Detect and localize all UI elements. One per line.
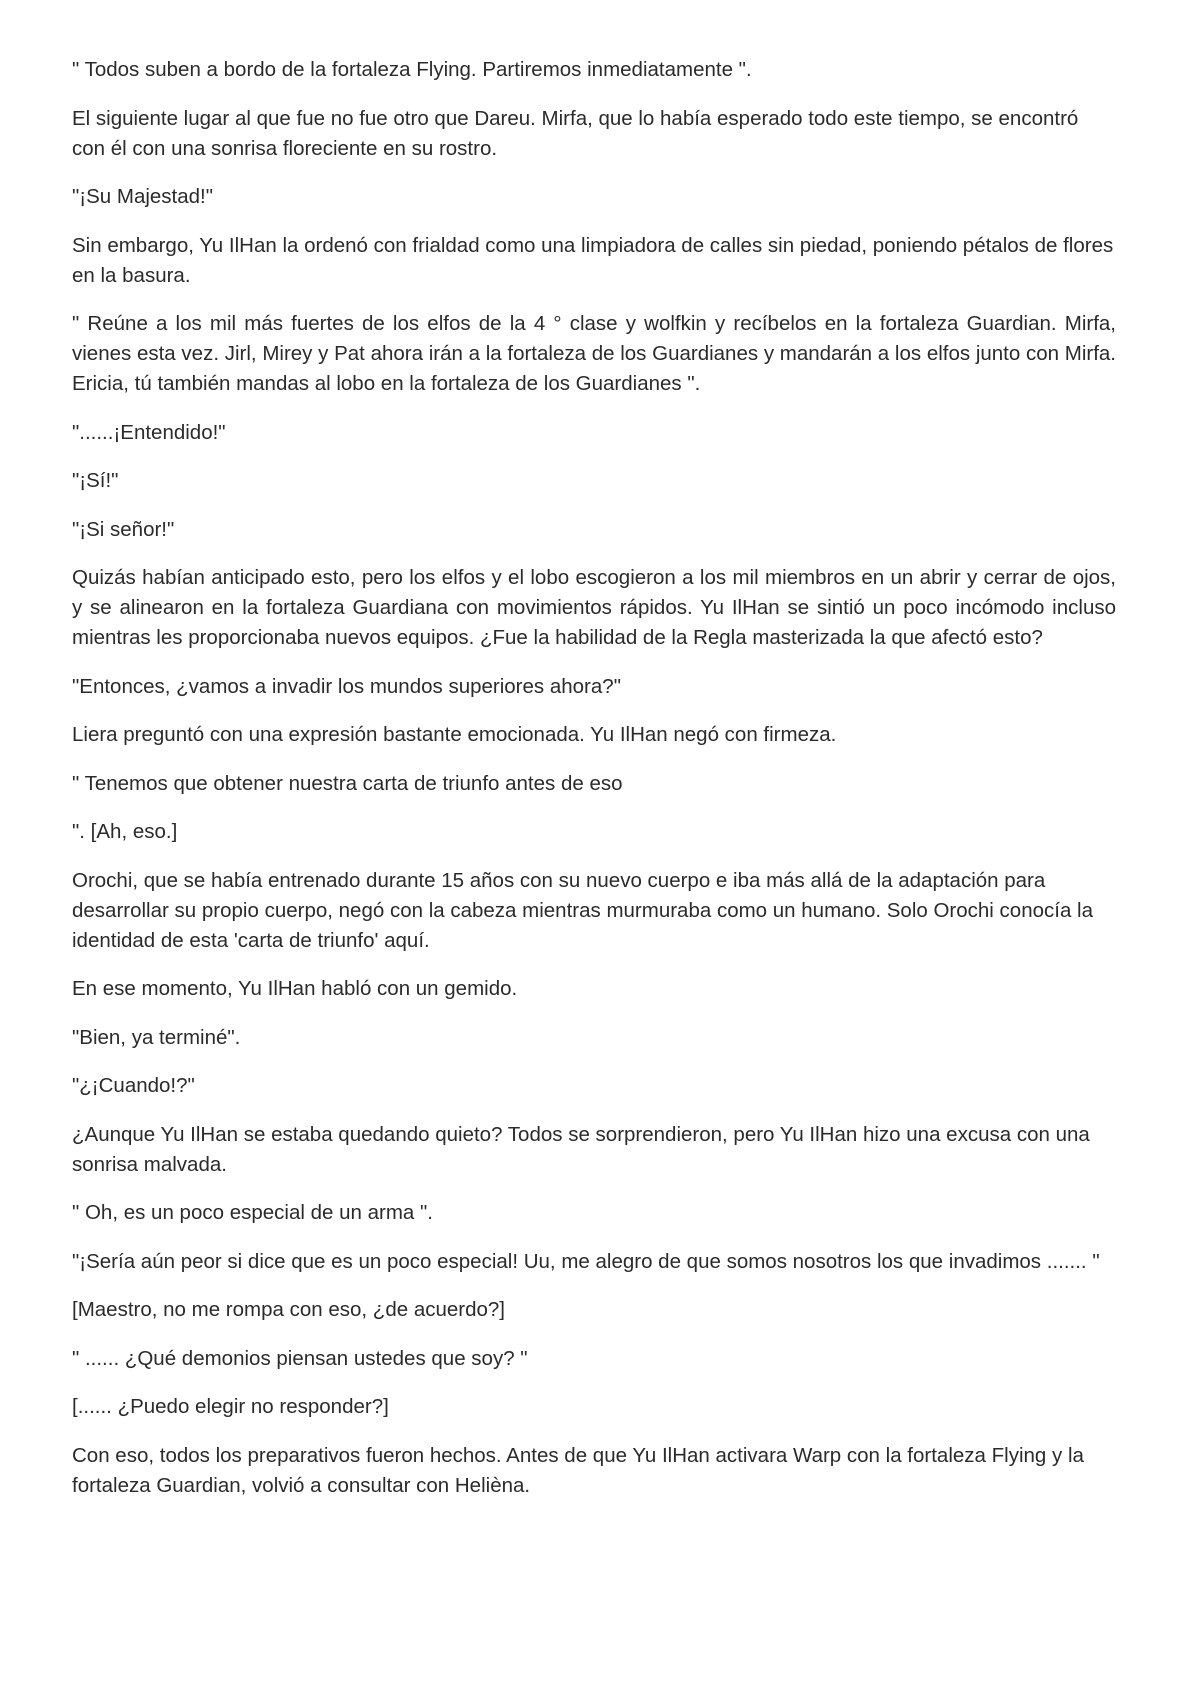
- paragraph-16: "Bien, ya terminé".: [72, 1025, 241, 1049]
- paragraph-9: Quizás habían anticipado esto, pero los elfos y el lobo escogieron a los mil miembros en un abrir y cerrar de ojos, y se alinearon en la fortaleza Guardiana con movimientos rápidos. Yu IlHan se sintió un poco incómodo incluso mientras les proporcionaba nuevos equipos. ¿Fue la habilidad de la Regla masterizada la que afectó esto?: [72, 566, 1116, 649]
- paragraph-12: " Tenemos que obtener nuestra carta de triunfo antes de eso: [72, 771, 623, 795]
- paragraph-13: ". [Ah, eso.]: [72, 820, 178, 843]
- paragraph-19: " Oh, es un poco especial de un arma ".: [72, 1201, 433, 1224]
- paragraph-21: [Maestro, no me rompa con eso, ¿de acuerdo?]: [72, 1298, 506, 1321]
- paragraph-14: Orochi, que se había entrenado durante 15 años con su nuevo cuerpo e iba más allá de la adaptación para desarrollar su propio cuerpo, negó con la cabeza mientras murmuraba como un humano. Solo Orochi conocía la identidad de esta 'carta de triunfo' aquí.: [72, 868, 1093, 952]
- paragraph-18: ¿Aunque Yu IlHan se estaba quedando quieto? Todos se sorprendieron, pero Yu IlHan hizo una excusa con una sonrisa malvada.: [72, 1122, 1090, 1176]
- paragraph-6: "......¡Entendido!": [72, 420, 226, 444]
- paragraph-20: "¡Sería aún peor si dice que es un poco especial! Uu, me alegro de que somos nosotros los que invadimos ....... ": [72, 1249, 1100, 1273]
- paragraph-23: [...... ¿Puedo elegir no responder?]: [72, 1395, 389, 1418]
- paragraph-7: "¡Sí!": [72, 469, 119, 492]
- paragraph-22: " ...... ¿Qué demonios piensan ustedes que soy? ": [72, 1346, 528, 1370]
- paragraph-10: "Entonces, ¿vamos a invadir los mundos superiores ahora?": [72, 674, 621, 698]
- paragraph-3: "¡Su Majestad!": [72, 185, 214, 208]
- paragraph-11: Liera preguntó con una expresión bastante emocionada. Yu IlHan negó con firmeza.: [72, 723, 837, 746]
- paragraph-5: " Reúne a los mil más fuertes de los elfos de la 4 ° clase y wolfkin y recíbelos en la fortaleza Guardian. Mirfa, vienes esta vez. Jirl, Mirey y Pat ahora irán a la fortaleza de los Guardianes y mandarán a los elfos junto con Mirfa. Ericia, tú también mandas al lobo en la fortaleza de los Guardianes ".: [72, 312, 1116, 395]
- paragraph-24: Con eso, todos los preparativos fueron hechos. Antes de que Yu IlHan activara Warp con la fortaleza Flying y la fortaleza Guardian, volvió a consultar con Helièna.: [72, 1443, 1084, 1497]
- paragraph-8: "¡Si señor!": [72, 517, 175, 541]
- paragraph-1: " Todos suben a bordo de la fortaleza Flying. Partiremos inmediatamente ".: [72, 58, 752, 81]
- paragraph-2: El siguiente lugar al que fue no fue otro que Dareu. Mirfa, que lo había esperado todo este tiempo, se encontró con él con una sonrisa floreciente en su rostro.: [72, 106, 1079, 160]
- paragraph-15: En ese momento, Yu IlHan habló con un gemido.: [72, 977, 518, 1000]
- paragraph-17: "¿¡Cuando!?": [72, 1074, 195, 1097]
- document-body: [72, 55, 1116, 1519]
- paragraph-4: Sin embargo, Yu IlHan la ordenó con frialdad como una limpiadora de calles sin piedad, poniendo pétalos de flores en la basura.: [72, 233, 1114, 287]
